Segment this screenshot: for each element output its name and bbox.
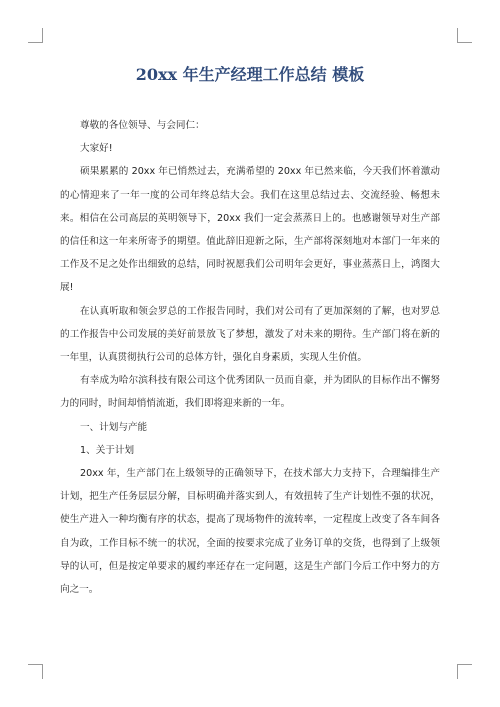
body-paragraph: 在认真听取和领会罗总的工作报告同时，我们对公司有了更加深刻的了解，也对罗总的工作报告中公司发展的美好前景放飞了梦想，激发了对未来的期待。生产部门将在新的一年里，认真贯彻执行公司的总体方针，强化自身素质，实现人生价值。: [60, 305, 440, 364]
crop-mark-top-left: [28, 28, 43, 43]
body-paragraph: 有幸成为哈尔滨科技有限公司这个优秀团队一员而自豪，并为团队的目标作出不懈努力的同时，时间却悄悄流逝，我们即将迎来新的一年。: [60, 375, 440, 410]
salutation-paragraph: 尊敬的各位领导、与会同仁：: [80, 120, 205, 131]
document-title: 20xx 年生产经理工作总结 模板: [135, 65, 365, 84]
crop-mark-bottom-left: [28, 664, 43, 679]
body-paragraph: 硕果累累的 20xx 年已悄然过去，充满希望的 20xx 年已然来临，今天我们怀着激动的心情迎来了一年一度的公司年终总结大会。我们在这里总结过去、交流经验、畅想未来。相信在公司高层的英明领导下，20xx 我们一定会蒸蒸日上的。也感谢领导对生产部的信任和这一年来所寄予的期望。值此辞旧迎新之际，生产部将深刻地对本部门一年来的工作及不足之处作出细致的总结，同时祝愿我们公司明年会更好，事业蒸蒸日上，鸿图大展!: [60, 166, 440, 294]
greeting-paragraph: 大家好!: [80, 143, 113, 155]
crop-mark-bottom-right: [457, 664, 472, 679]
body-paragraph: 20xx 年，生产部门在上级领导的正确领导下，在技术部大力支持下，合理编排生产计划，把生产任务层层分解，目标明确并落实到人，有效扭转了生产计划性不强的状况，使生产进入一种均衡有序的状态，提高了现场物件的流转率，一定程度上改变了各车间各自为政，工作目标不统一的状况，全面的按要求完成了业务订单的交货，也得到了上级领导的认可，但是按定单要求的履约率还存在一定问题，这是生产部门今后工作中努力的方向之一。: [60, 468, 440, 596]
document-body: [60, 114, 440, 601]
section-heading: 一、计划与产能: [80, 421, 148, 433]
subsection-heading: 1、关于计划: [80, 444, 135, 456]
crop-mark-top-right: [457, 28, 472, 43]
